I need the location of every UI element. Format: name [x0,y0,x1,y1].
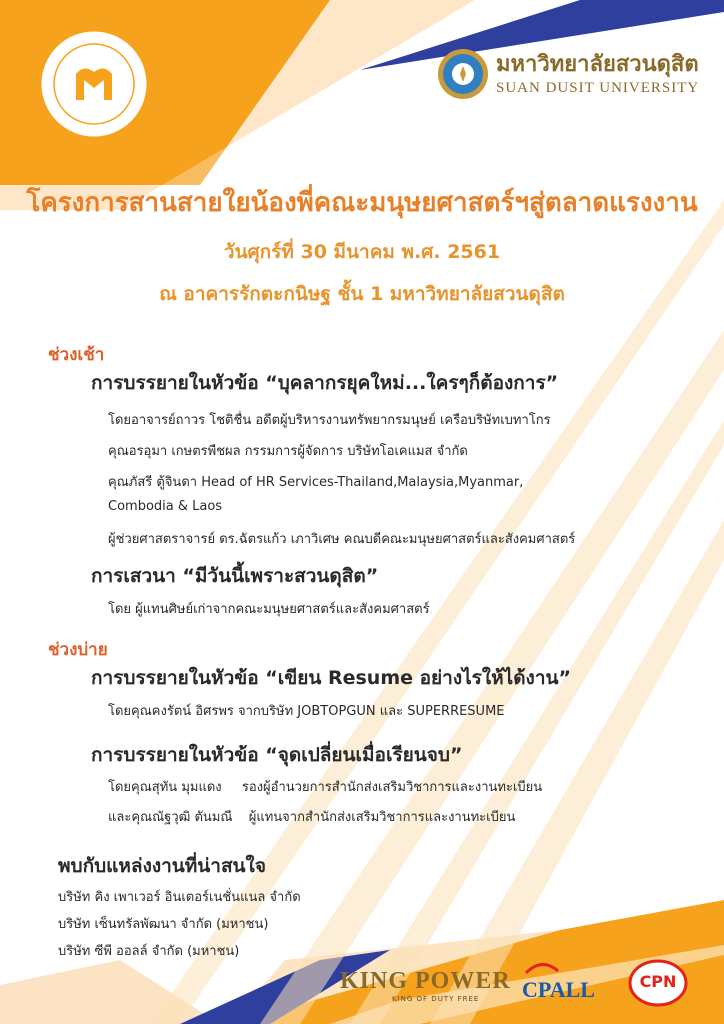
cpall-logo [522,960,595,1003]
morning-section-label: ช่วงเช้า [48,345,105,365]
afternoon-lecture-2-speaker-2 [108,806,515,827]
event-title: โครงการสานสายใยน้องพี่คณะมนุษยศาสตร์ฯสู่ตลาดแรงงาน [26,188,698,218]
jobs-title: พบกับแหล่งงานที่น่าสนใจ [58,855,266,877]
king-power-logo [340,968,511,1003]
cpn-name: CPN [639,972,677,991]
event-date: วันศุกร์ที่ 30 มีนาคม พ.ศ. 2561 [223,241,501,263]
company-2: บริษัท เซ็นทรัลพัฒนา จำกัด (มหาชน) [58,917,269,932]
speaker-role: ผู้แทนจากสำนักส่งเสริมวิชาการและงานทะเบียน [248,810,516,825]
king-power-name: KING POWER [340,968,511,994]
company-3: บริษัท ซีพี ออลล์ จำกัด (มหาชน) [58,944,240,959]
afternoon-lecture-2-speaker-1 [108,776,542,797]
king-power-tagline: KING OF DUTY FREE [392,995,480,1003]
cpall-name: CPALL [522,977,595,1002]
company-1: บริษัท คิง เพาเวอร์ อินเตอร์เนชั่นแนล จำกัด [58,890,301,905]
cpall-swoosh-icon [522,961,562,975]
cpn-logo [628,958,688,1012]
university-name-thai: มหาวิทยาลัยสวนดุสิต [496,52,699,77]
speaker-name: และคุณณัฐวุฒิ ตันมณี [108,810,233,825]
faculty-logo [38,28,150,140]
afternoon-lecture-1-title: การบรรยายในหัวข้อ “เขียน Resume อย่างไรให้ได้งาน” [91,667,571,689]
university-seal-icon [437,48,489,100]
morning-lecture-title: การบรรยายในหัวข้อ “บุคลากรยุคใหม่...ใครๆก็ต้องการ” [91,372,559,394]
afternoon-lecture-1-speaker: โดยคุณคงรัตน์ อิศรพร จากบริษัท JOBTOPGUN และ SUPERRESUME [108,704,505,719]
event-venue: ณ อาคารรักตะกนิษฐ ชั้น 1 มหาวิทยาลัยสวนดุสิต [159,283,565,305]
afternoon-section-label: ช่วงบ่าย [48,640,108,660]
university-name-english: SUAN DUSIT UNIVERSITY [496,80,700,96]
morning-speaker-3-cont: Combodia & Laos [108,499,223,514]
afternoon-lecture-2-title: การบรรยายในหัวข้อ “จุดเปลี่ยนเมื่อเรียนจบ” [91,744,463,766]
forum-title: การเสวนา “มีวันนี้เพราะสวนดุสิต” [91,565,379,587]
speaker-role: รองผู้อำนวยการสำนักส่งเสริมวิชาการและงานทะเบียน [241,780,543,795]
speaker-name: โดยคุณสุทัน มุมแดง [108,780,222,795]
forum-speaker: โดย ผู้แทนศิษย์เก่าจากคณะมนุษยศาสตร์และสังคมศาสตร์ [108,602,430,617]
morning-speaker-4: ผู้ช่วยศาสตราจารย์ ดร.ฉัตรแก้ว เภาวิเศษ คณบดีคณะมนุษยศาสตร์และสังคมศาสตร์ [108,532,576,547]
morning-speaker-1: โดยอาจารย์ถาวร โชติชื่น อดีตผู้บริหารงานทรัพยากรมนุษย์ เครือบริษัทเบทาโกร [108,413,551,428]
morning-speaker-3: คุณภัสรี ตู้จินดา Head of HR Services-Thailand,Malaysia,Myanmar, [108,475,524,490]
morning-speaker-2: คุณอรอุมา เกษตรพืชผล กรรมการผู้จัดการ บริษัทโอเคแมส จำกัด [108,444,468,459]
